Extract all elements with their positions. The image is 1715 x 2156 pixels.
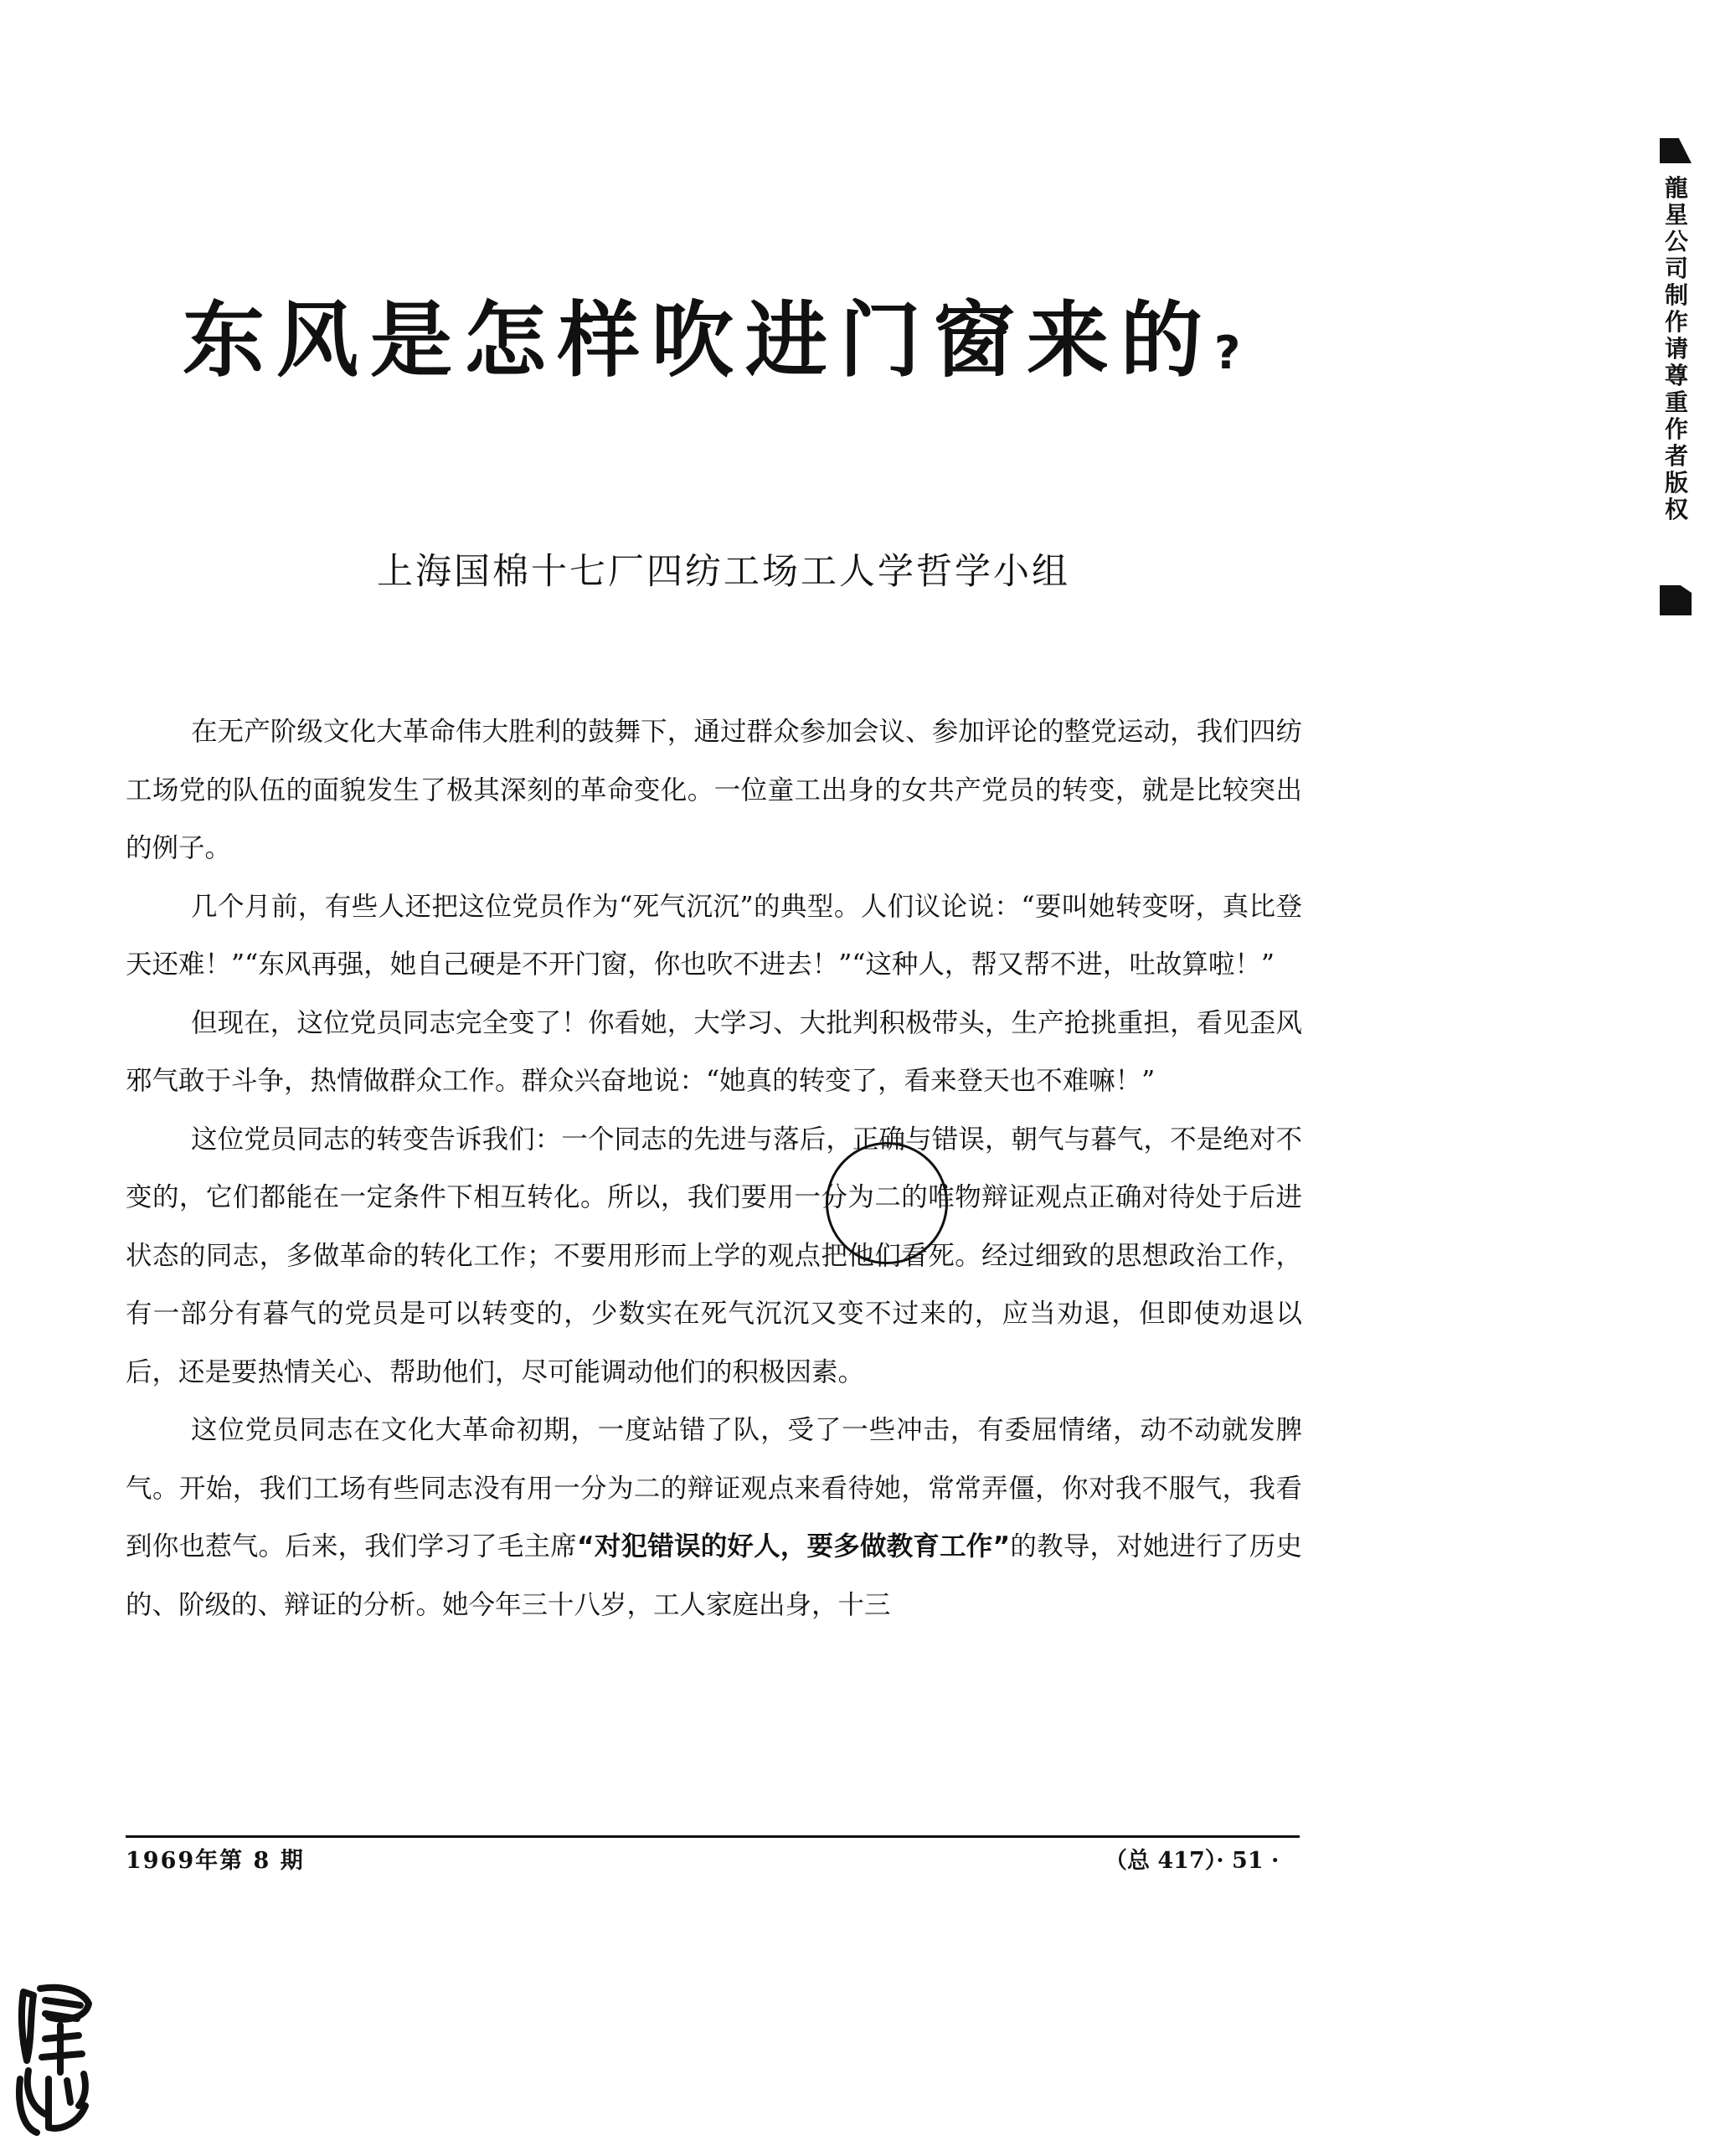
body-paragraph-4: 这位党员同志的转变告诉我们：一个同志的先进与落后，正确与错误，朝气与暮气，不是绝对不变的，它们都能在一定条件下相互转化。所以，我们要用一分为二的唯物辩证观点正确对待处于后进状态的同志，多做革命的转化工作；不要用形而上学的观点把他们看死。经过细致的思想政治工作，有一部分有暮气的党员是可以转变的，少数实在死气沉沉又变不过来的，应当劝退，但即使劝退以后，还是要热情关心、帮助他们，尽可能调动他们的积极因素。 bbox=[126, 1124, 1302, 1387]
body-paragraph-1: 在无产阶级文化大革命伟大胜利的鼓舞下，通过群众参加会议、参加评论的整党运动，我们四纺工场党的队伍的面貌发生了极其深刻的革命变化。一位童工出身的女共产党员的转变，就是比较突出的例子。 bbox=[126, 717, 1302, 863]
seal-stamp-icon bbox=[12, 1980, 97, 2138]
copyright-watermark bbox=[1660, 138, 1695, 615]
body-paragraph-5-end: 的教导，对她进行了历史的、阶级的、辩证的分析。她今年三十八岁，工人家庭出身，十三 bbox=[126, 1531, 1302, 1620]
body-paragraph-5-start: 这位党员同志在文化大革命初期，一度站错了队，受了一些冲击，有委屈情绪，动不动就发脾气。开始，我们工场有些同志没有用一分为二的辩证观点来看待她，常常弄僵，你对我不服气，我看到你也惹气。后来，我们学习了毛主席 bbox=[126, 1415, 1302, 1562]
footer-divider bbox=[126, 1835, 1300, 1838]
ring-mark bbox=[826, 1142, 948, 1264]
page-number: （总 417）· 51 · bbox=[1105, 1848, 1280, 1874]
body-paragraph-3: 但现在，这位党员同志完全变了！你看她，大学习、大批判积极带头，生产抢挑重担，看见歪风邪气敢于斗争，热情做群众工作。群众兴奋地说：“她真的转变了，看来登天也不难嘛！” bbox=[126, 1007, 1302, 1096]
watermark-text: 龍星公司制作请尊重作者版权 bbox=[1664, 174, 1688, 523]
article-byline: 上海国棉十七厂四纺工场工人学哲学小组 bbox=[377, 551, 1070, 593]
mao-quote: “对犯错误的好人，要多做教育工作” bbox=[577, 1531, 1011, 1562]
watermark-bar-bottom bbox=[1660, 585, 1692, 615]
watermark-bar-top bbox=[1660, 138, 1692, 163]
article-body bbox=[126, 703, 1302, 1634]
article-title-question-mark: ? bbox=[1214, 327, 1241, 379]
issue-number: 1969年第 8 期 bbox=[126, 1848, 305, 1874]
body-paragraph-2: 几个月前，有些人还把这位党员作为“死气沉沉”的典型。人们议论说：“要叫她转变呀，真比登天还难！”“东风再强，她自己硬是不开门窗，你也吹不进去！”“这种人，帮又帮不进，吐故算啦！” bbox=[126, 891, 1302, 980]
body-paragraph-5 bbox=[126, 1402, 1302, 1634]
article-title-text: 东风是怎样吹进门窗来的 bbox=[183, 293, 1215, 388]
article-title bbox=[183, 293, 1241, 388]
